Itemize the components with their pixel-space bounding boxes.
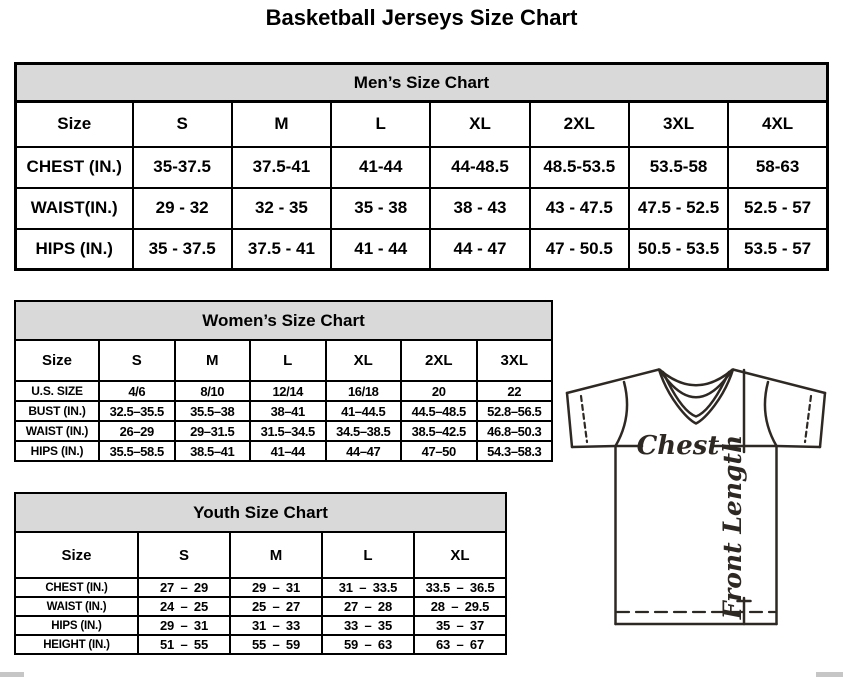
value-cell: 12/14 — [250, 381, 326, 401]
column-header-cell: S — [99, 340, 175, 381]
row-label-cell: HIPS (IN.) — [16, 229, 133, 270]
table-row — [16, 229, 828, 270]
column-header-row — [16, 102, 828, 147]
mens-size-chart-section — [14, 62, 829, 271]
column-header-row — [15, 532, 506, 578]
value-cell: 33 – 35 — [322, 616, 414, 635]
value-cell: 43 - 47.5 — [530, 188, 629, 229]
page-title: Basketball Jerseys Size Chart — [265, 5, 578, 30]
value-cell: 50.5 - 53.5 — [629, 229, 728, 270]
column-header-cell: L — [322, 532, 414, 578]
chest-label: Chest — [636, 431, 720, 461]
value-cell: 59 – 63 — [322, 635, 414, 654]
value-cell: 44.5–48.5 — [401, 401, 477, 421]
jersey-left-shoulder-line — [567, 370, 659, 394]
column-header-cell: 2XL — [401, 340, 477, 381]
value-cell: 26–29 — [99, 421, 175, 441]
value-cell: 24 – 25 — [138, 597, 230, 616]
value-cell: 20 — [401, 381, 477, 401]
column-header-cell: 2XL — [530, 102, 629, 147]
value-cell: 32 - 35 — [232, 188, 331, 229]
value-cell: 35 – 37 — [414, 616, 506, 635]
table-row — [15, 616, 506, 635]
womens-size-table — [14, 339, 553, 462]
column-header-cell: L — [250, 340, 326, 381]
table-row — [15, 401, 552, 421]
value-cell: 41–44.5 — [326, 401, 402, 421]
row-label-cell: CHEST (IN.) — [16, 147, 133, 188]
jersey-right-armhole-curve — [765, 382, 777, 446]
column-header-cell: M — [230, 532, 322, 578]
value-cell: 29–31.5 — [175, 421, 251, 441]
table-row — [15, 578, 506, 597]
value-cell: 38.5–42.5 — [401, 421, 477, 441]
jersey-left-cuff-line — [567, 393, 572, 447]
value-cell: 41-44 — [331, 147, 430, 188]
horizontal-scrollbar-fragment-left[interactable] — [0, 672, 24, 677]
youth-size-chart-section — [14, 492, 507, 655]
row-label-cell: CHEST (IN.) — [15, 578, 138, 597]
jersey-left-armhole-curve — [616, 382, 628, 446]
womens-size-chart-section — [14, 300, 553, 462]
value-cell: 31 – 33 — [230, 616, 322, 635]
column-header-cell: S — [133, 102, 232, 147]
value-cell: 44–47 — [326, 441, 402, 461]
value-cell: 44-48.5 — [430, 147, 529, 188]
column-header-cell: XL — [430, 102, 529, 147]
row-label-cell: BUST (IN.) — [15, 401, 99, 421]
column-header-cell: Size — [15, 532, 138, 578]
value-cell: 38.5–41 — [175, 441, 251, 461]
value-cell: 35 - 38 — [331, 188, 430, 229]
value-cell: 28 – 29.5 — [414, 597, 506, 616]
value-cell: 4/6 — [99, 381, 175, 401]
value-cell: 52.5 - 57 — [728, 188, 827, 229]
row-label-cell: WAIST (IN.) — [15, 597, 138, 616]
table-row — [15, 381, 552, 401]
youth-chart-title: Youth Size Chart — [14, 492, 507, 531]
table-row — [15, 421, 552, 441]
value-cell: 22 — [477, 381, 553, 401]
value-cell: 34.5–38.5 — [326, 421, 402, 441]
table-row — [15, 635, 506, 654]
jersey-left-sleeve-bottom — [572, 446, 616, 447]
jersey-right-sleeve-bottom — [777, 446, 821, 447]
value-cell: 37.5-41 — [232, 147, 331, 188]
value-cell: 35.5–58.5 — [99, 441, 175, 461]
value-cell: 37.5 - 41 — [232, 229, 331, 270]
jersey-right-shoulder-line — [733, 370, 825, 394]
table-row — [16, 147, 828, 188]
value-cell: 29 – 31 — [230, 578, 322, 597]
value-cell: 29 – 31 — [138, 616, 230, 635]
row-label-cell: WAIST(IN.) — [16, 188, 133, 229]
column-header-cell: XL — [326, 340, 402, 381]
value-cell: 47.5 - 52.5 — [629, 188, 728, 229]
youth-size-table — [14, 531, 507, 655]
column-header-cell: XL — [414, 532, 506, 578]
column-header-cell: Size — [15, 340, 99, 381]
value-cell: 52.8–56.5 — [477, 401, 553, 421]
row-label-cell: HIPS (IN.) — [15, 616, 138, 635]
womens-chart-title: Women’s Size Chart — [14, 300, 553, 339]
value-cell: 16/18 — [326, 381, 402, 401]
value-cell: 53.5-58 — [629, 147, 728, 188]
value-cell: 29 - 32 — [133, 188, 232, 229]
table-row — [15, 441, 552, 461]
value-cell: 8/10 — [175, 381, 251, 401]
column-header-cell: S — [138, 532, 230, 578]
value-cell: 38–41 — [250, 401, 326, 421]
row-label-cell: HIPS (IN.) — [15, 441, 99, 461]
value-cell: 27 – 28 — [322, 597, 414, 616]
value-cell: 31.5–34.5 — [250, 421, 326, 441]
row-label-cell: WAIST (IN.) — [15, 421, 99, 441]
value-cell: 41 - 44 — [331, 229, 430, 270]
value-cell: 31 – 33.5 — [322, 578, 414, 597]
value-cell: 47 - 50.5 — [530, 229, 629, 270]
column-header-cell: L — [331, 102, 430, 147]
jersey-right-cuff-line — [820, 393, 825, 447]
jersey-measurement-diagram — [556, 356, 842, 668]
value-cell: 35.5–38 — [175, 401, 251, 421]
column-header-cell: 3XL — [629, 102, 728, 147]
front-length-label: Front Length — [718, 434, 747, 620]
mens-size-table — [14, 100, 829, 271]
table-row — [16, 188, 828, 229]
value-cell: 35-37.5 — [133, 147, 232, 188]
value-cell: 27 – 29 — [138, 578, 230, 597]
value-cell: 41–44 — [250, 441, 326, 461]
column-header-cell: Size — [16, 102, 133, 147]
mens-chart-title: Men’s Size Chart — [14, 62, 829, 100]
value-cell: 44 - 47 — [430, 229, 529, 270]
jersey-right-cuff-dashed-seam — [805, 396, 811, 442]
column-header-cell: 4XL — [728, 102, 827, 147]
value-cell: 48.5-53.5 — [530, 147, 629, 188]
column-header-cell: 3XL — [477, 340, 553, 381]
value-cell: 47–50 — [401, 441, 477, 461]
value-cell: 53.5 - 57 — [728, 229, 827, 270]
value-cell: 58-63 — [728, 147, 827, 188]
column-header-cell: M — [175, 340, 251, 381]
value-cell: 63 – 67 — [414, 635, 506, 654]
row-label-cell: HEIGHT (IN.) — [15, 635, 138, 654]
value-cell: 32.5–35.5 — [99, 401, 175, 421]
value-cell: 35 - 37.5 — [133, 229, 232, 270]
jersey-left-cuff-dashed-seam — [581, 396, 587, 442]
value-cell: 51 – 55 — [138, 635, 230, 654]
value-cell: 54.3–58.3 — [477, 441, 553, 461]
column-header-row — [15, 340, 552, 381]
row-label-cell: U.S. SIZE — [15, 381, 99, 401]
table-row — [15, 597, 506, 616]
horizontal-scrollbar-fragment-right[interactable] — [816, 672, 843, 677]
value-cell: 46.8–50.3 — [477, 421, 553, 441]
value-cell: 38 - 43 — [430, 188, 529, 229]
value-cell: 33.5 – 36.5 — [414, 578, 506, 597]
value-cell: 55 – 59 — [230, 635, 322, 654]
value-cell: 25 – 27 — [230, 597, 322, 616]
column-header-cell: M — [232, 102, 331, 147]
